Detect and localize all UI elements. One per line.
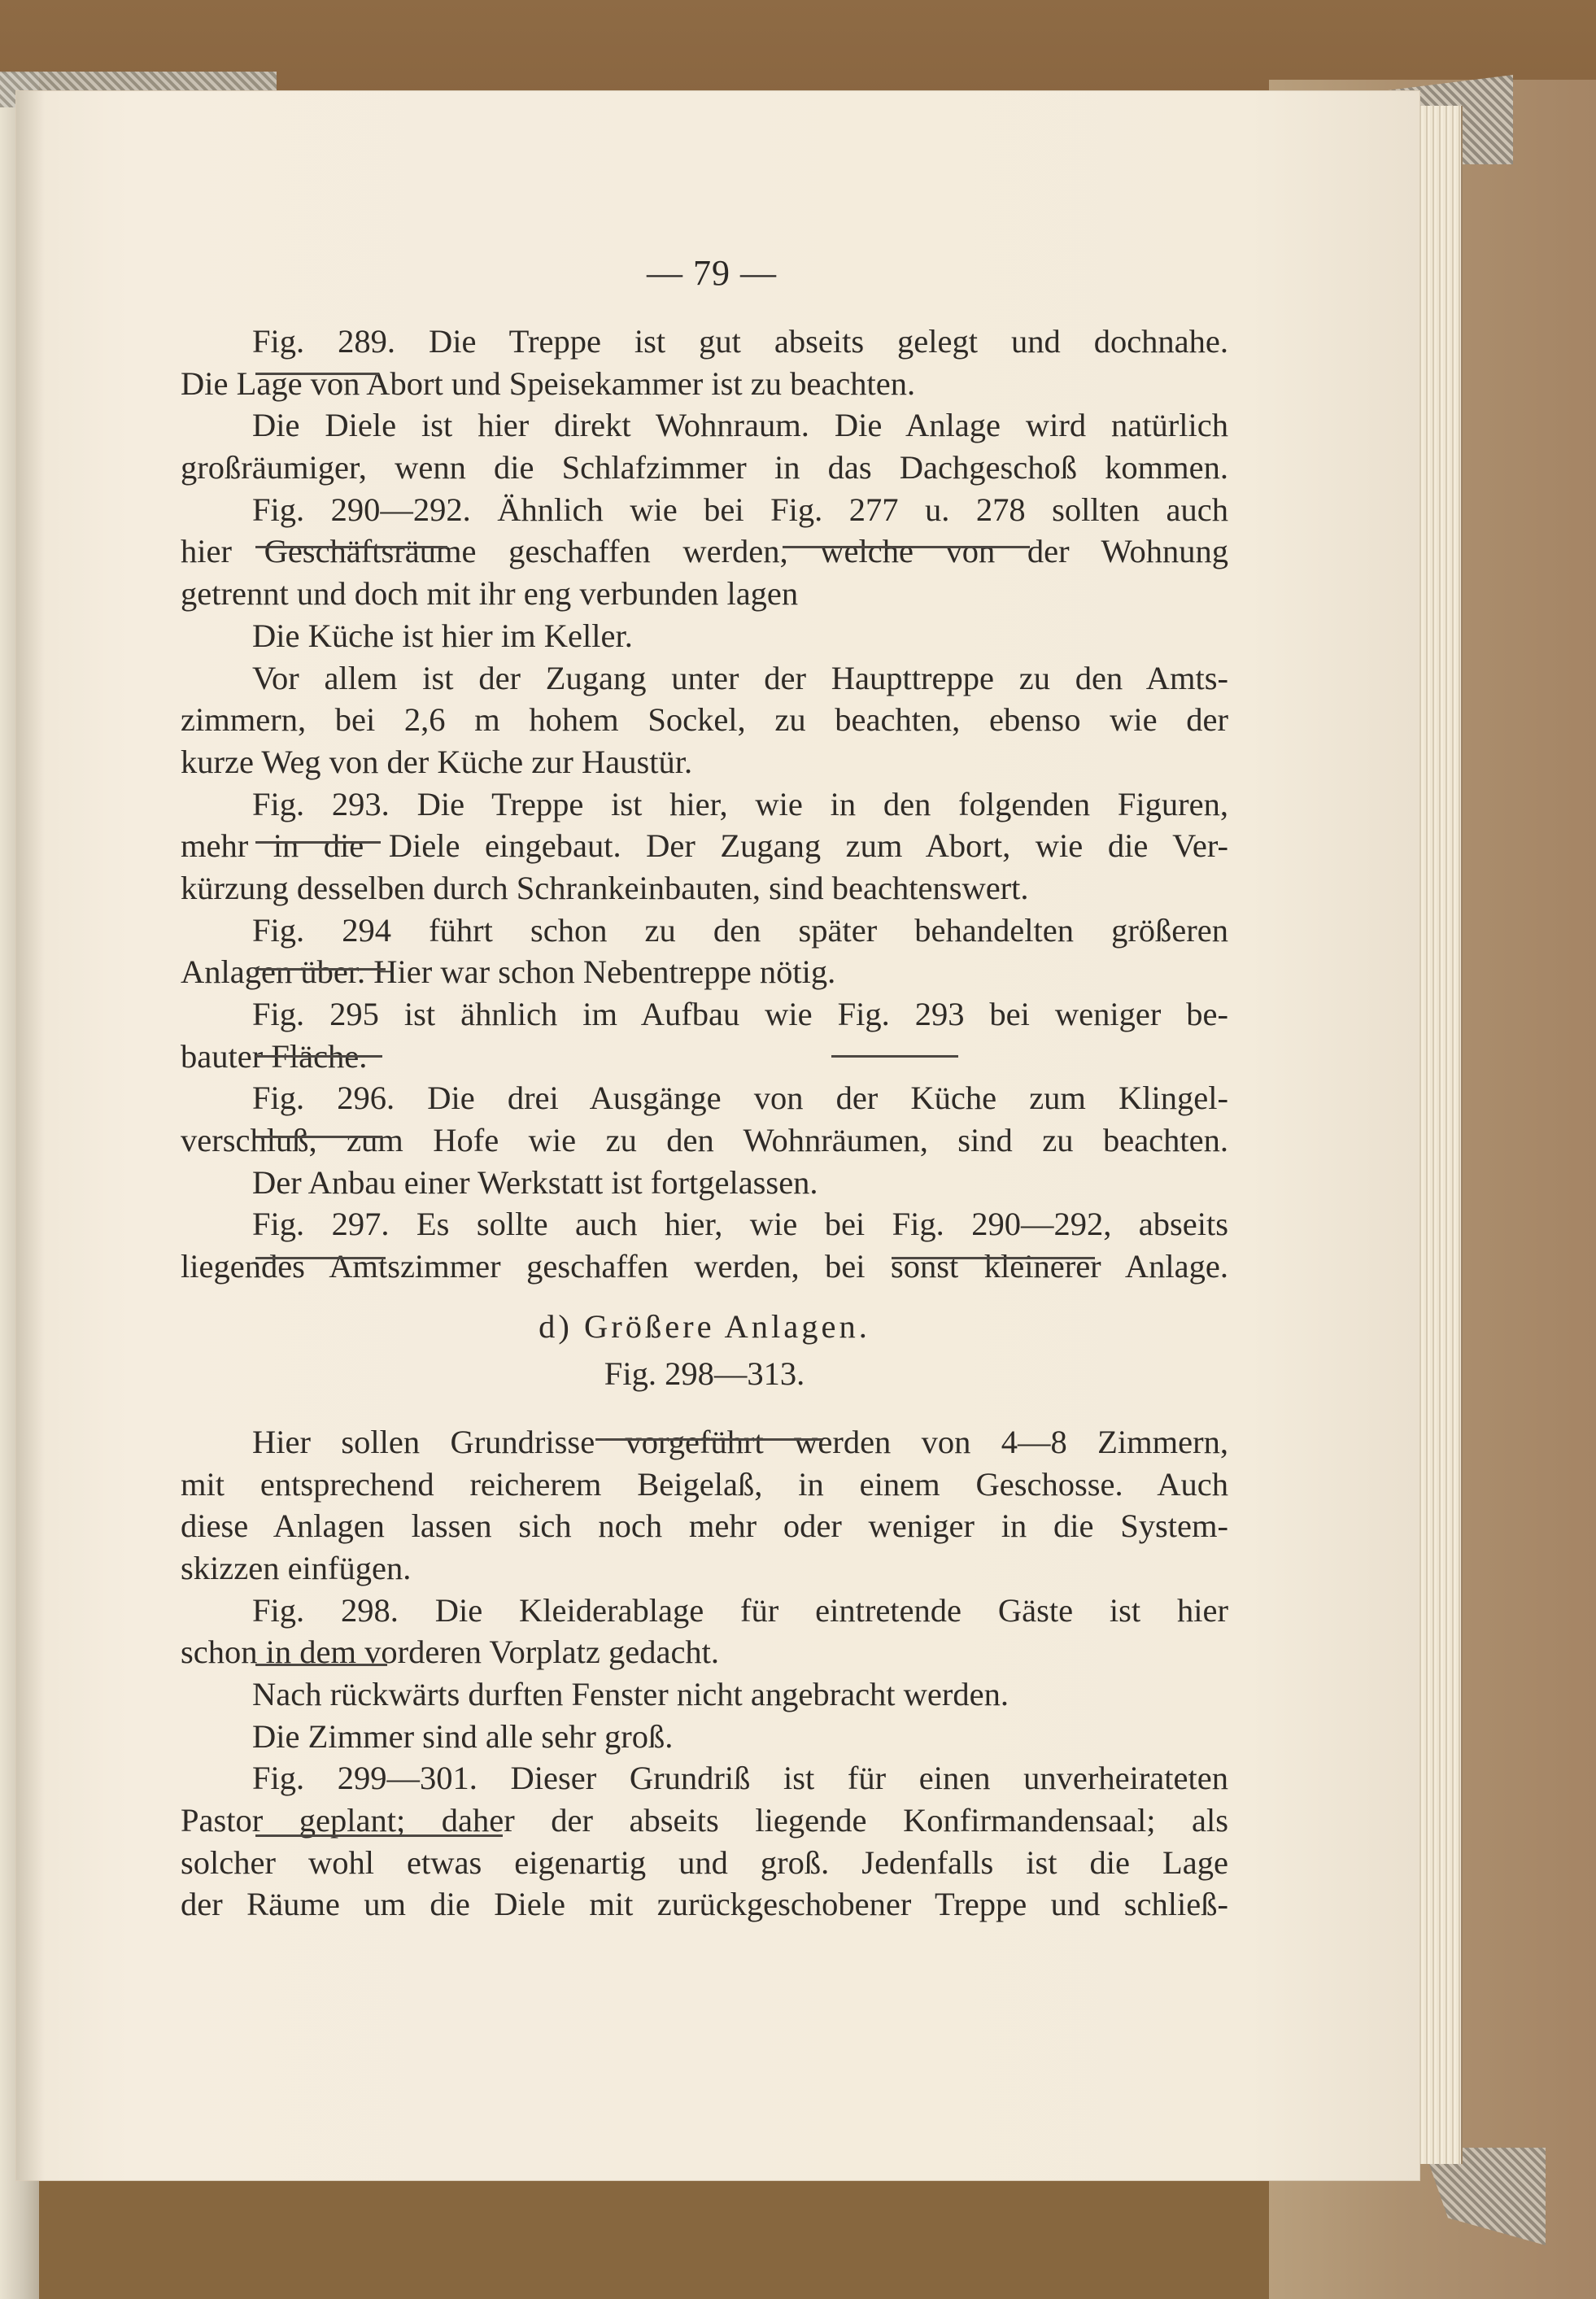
pencil-underline	[255, 1257, 386, 1259]
pencil-underline	[831, 1055, 958, 1058]
text-line: Die Diele ist hier direkt Wohnraum. Die Anlage wird natürlich	[252, 407, 1228, 444]
text-line: Die Lage von Abort und Speisekammer ist zu beachten.	[181, 364, 916, 402]
pencil-underline	[595, 1438, 822, 1441]
pencil-underline	[255, 546, 447, 548]
text-line: diese Anlagen lassen sich noch mehr oder weniger in die System-	[181, 1507, 1228, 1545]
text-line: Pastor geplant; daher der abseits liegende Konfirmandensaal; als	[181, 1802, 1228, 1839]
text-line: Fig. 297. Es sollte auch hier, wie bei Fig. 290—292, abseits	[252, 1206, 1228, 1243]
text-line: mit entsprechend reicherem Beigelaß, in einem Geschosse. Auch	[181, 1465, 1228, 1503]
pencil-underline	[255, 1664, 387, 1666]
text-line: Fig. 296. Die drei Ausgänge von der Küche zum Klingel-	[252, 1080, 1228, 1117]
text-line: zimmern, bei 2,6 m hohem Sockel, zu beachten, ebenso wie der	[181, 701, 1228, 739]
text-line: Fig. 293. Die Treppe ist hier, wie in den folgenden Figuren,	[252, 785, 1228, 822]
text-line: Hier sollen Grundrisse vorgeführt werden von 4—8 Zimmern,	[252, 1423, 1228, 1460]
text-line: solcher wohl etwas eigenartig und groß. Jedenfalls ist die Lage	[181, 1843, 1228, 1881]
text-line: getrennt und doch mit ihr eng verbunden lagen	[181, 575, 799, 613]
text-line: Nach rückwärts durften Fenster nicht angebracht werden.	[252, 1675, 1009, 1712]
text-line: der Räume um die Diele mit zurückgeschobener Treppe und schließ-	[181, 1886, 1228, 1923]
text-line: schon in dem vorderen Vorplatz gedacht.	[181, 1634, 720, 1671]
text-line: Vor allem ist der Zugang unter der Haupttreppe zu den Amts-	[252, 659, 1228, 696]
text-line: Fig. 299—301. Dieser Grundriß ist für einen unverheirateten	[252, 1760, 1228, 1797]
text-line: Der Anbau einer Werkstatt ist fortgelassen.	[252, 1163, 818, 1201]
text-line: Fig. 298. Die Kleiderablage für eintretende Gäste ist hier	[252, 1591, 1228, 1629]
section-subheading: Fig. 298—313.	[604, 1355, 805, 1392]
text-line: Die Küche ist hier im Keller.	[252, 617, 633, 654]
text-line: verschluß, zum Hofe wie zu den Wohnräumen, sind zu beachten.	[181, 1122, 1228, 1159]
text-line: Fig. 295 ist ähnlich im Aufbau wie Fig. 293 bei weniger be-	[252, 996, 1228, 1032]
page-fold-shadow	[16, 91, 45, 2180]
pencil-underline	[783, 546, 1030, 548]
pencil-underline	[255, 1834, 503, 1837]
text-line: hier Geschäftsräume geschaffen werden, welche von der Wohnung	[181, 533, 1228, 570]
text-line: mehr in die Diele eingebaut. Der Zugang zum Abort, wie die Ver-	[181, 827, 1228, 865]
pencil-underline	[255, 1136, 382, 1138]
body-text	[181, 321, 1228, 1926]
text-line: großräumiger, wenn die Schlafzimmer in das Dachgeschoß kommen.	[181, 449, 1228, 486]
pencil-underline	[255, 1055, 382, 1058]
page-edge-stack	[1417, 106, 1463, 2164]
text-line: kürzung desselben durch Schrankeinbauten, sind beachtenswert.	[181, 869, 1029, 906]
text-line: Anlagen über. Hier war schon Nebentreppe nötig.	[181, 953, 836, 991]
page-number: — 79 —	[647, 253, 777, 293]
pencil-underline	[255, 373, 379, 375]
text-line: Fig. 289. Die Treppe ist gut abseits gelegt und dochnahe.	[252, 323, 1228, 360]
text-line: Fig. 290—292. Ähnlich wie bei Fig. 277 u. 278 sollten auch	[252, 491, 1228, 528]
pencil-underline	[892, 1257, 1095, 1259]
text-line: skizzen einfügen.	[181, 1549, 412, 1586]
pencil-underline	[255, 968, 386, 971]
pencil-underline	[255, 841, 381, 844]
text-line: liegendes Amtszimmer geschaffen werden, bei sonst kleinerer Anlage.	[181, 1248, 1228, 1285]
text-line: Die Zimmer sind alle sehr groß.	[252, 1717, 674, 1755]
text-line: Fig. 294 führt schon zu den später behandelten größeren	[252, 911, 1228, 949]
section-heading: d) Größere Anlagen.	[539, 1307, 870, 1345]
text-line: bauter Fläche.	[181, 1037, 368, 1075]
text-line: kurze Weg von der Küche zur Haustür.	[181, 743, 693, 780]
